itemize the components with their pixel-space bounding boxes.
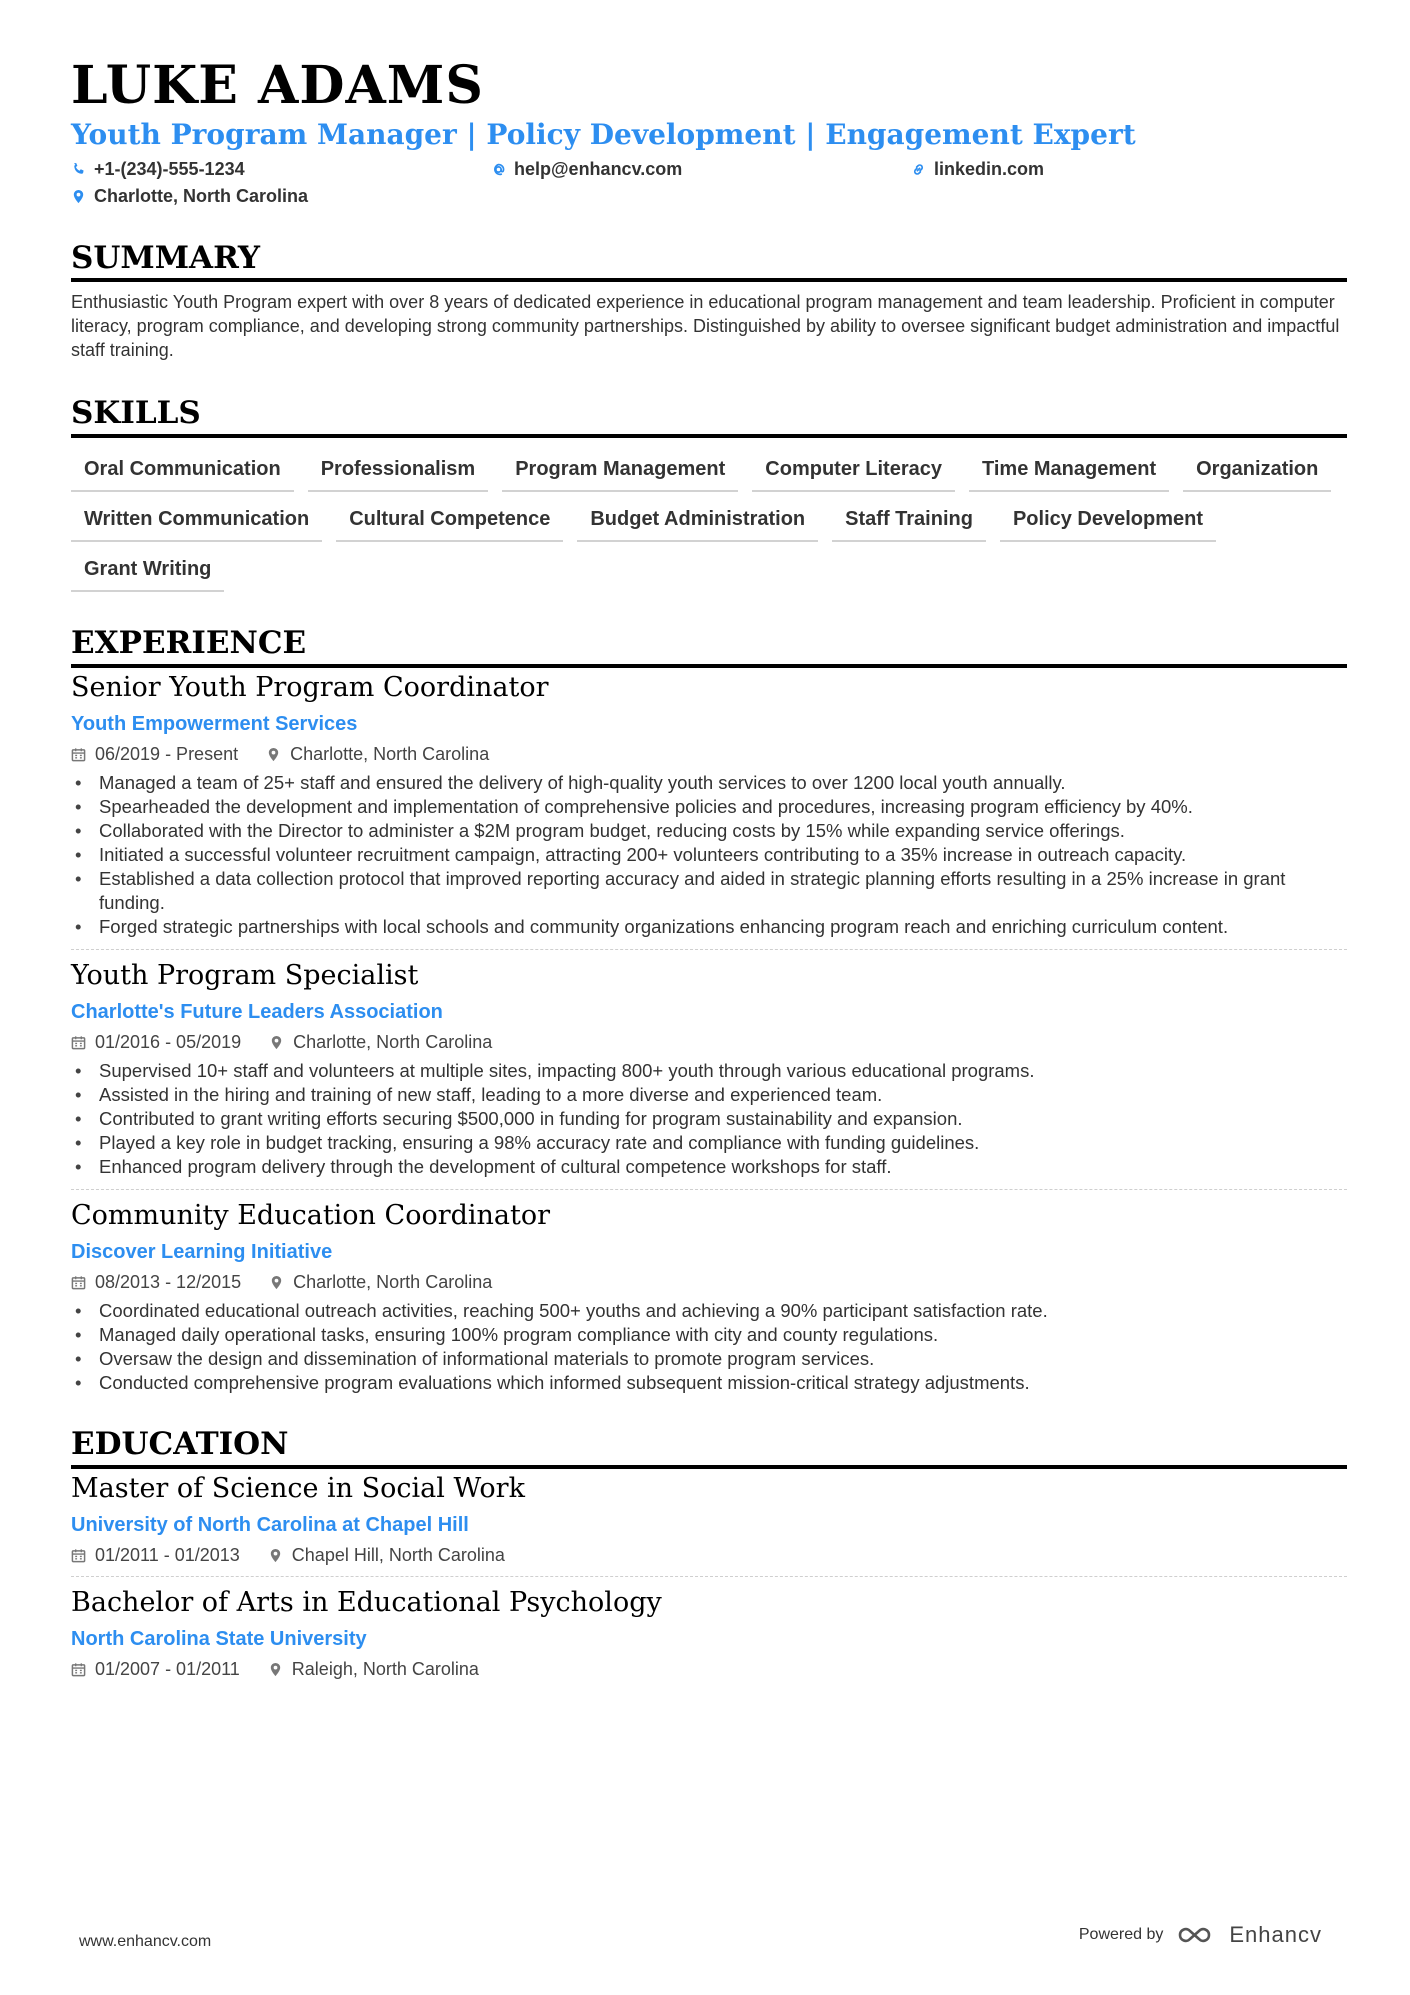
phone-text: +1-(234)-555-1234 (94, 158, 245, 179)
email-text: help@enhancv.com (514, 158, 683, 179)
calendar-icon (71, 1548, 86, 1563)
link-icon (911, 162, 926, 177)
skill-tag: Time Management (969, 448, 1169, 492)
skills-section (71, 396, 1347, 592)
skills-title: SKILLS (71, 396, 1347, 438)
bullet-item: • Supervised 10+ staff and volunteers at multiple sites, impacting 800+ youth through various educational programs. (71, 1059, 1347, 1083)
skill-tag: Professionalism (308, 448, 489, 492)
experience-section (71, 626, 1347, 1405)
job-dates (71, 1032, 241, 1053)
education-entry (71, 1576, 1347, 1690)
education-dates (71, 1545, 240, 1566)
contact-linkedin[interactable] (911, 159, 1331, 180)
education-location (268, 1659, 479, 1680)
school-name: University of North Carolina at Chapel Hill (71, 1513, 469, 1536)
education-dates-text: 01/2011 - 01/2013 (95, 1544, 240, 1565)
location-pin-icon (71, 189, 86, 204)
job-dates-text: 08/2013 - 12/2015 (95, 1271, 242, 1292)
bullet-item: • Contributed to grant writing efforts securing $500,000 in funding for program sustainability and expansion. (71, 1107, 1347, 1131)
summary-text: Enthusiastic Youth Program expert with over 8 years of dedicated experience in educational program management and team leadership. Proficient in computer literacy, program compliance, and developing strong community partnerships. Distinguished by ability to oversee significant budget administration and impactful staff training. (71, 292, 1340, 361)
job-title: Senior Youth Program Coordinator (71, 671, 549, 703)
bullet-item: • Collaborated with the Director to administer a $2M program budget, reducing costs by 15% while expanding service offerings. (71, 819, 1347, 843)
skill-tag: Organization (1183, 448, 1331, 492)
job-bullets (71, 771, 1347, 939)
job-location (269, 1032, 492, 1053)
education-location-text: Raleigh, North Carolina (291, 1658, 479, 1679)
skill-tag: Budget Administration (577, 498, 818, 542)
job-meta (71, 1272, 1347, 1293)
skill-tag: Policy Development (1000, 498, 1216, 542)
location-pin-icon (268, 1662, 283, 1677)
education-meta (71, 1545, 1347, 1566)
contact-location (71, 186, 491, 207)
degree-title: Master of Science in Social Work (71, 1472, 525, 1504)
education-dates-text: 01/2007 - 01/2011 (95, 1658, 240, 1679)
skill-tag: Staff Training (832, 498, 986, 542)
skill-tag: Oral Communication (71, 448, 294, 492)
job-dates-text: 01/2016 - 05/2019 (95, 1031, 242, 1052)
summary-title: SUMMARY (71, 241, 1347, 283)
experience-title: EXPERIENCE (71, 626, 1347, 668)
experience-entry (71, 949, 1347, 1189)
bullet-item: • Managed a team of 25+ staff and ensured the delivery of high-quality youth services to over 1200 local youth annually. (71, 771, 1347, 795)
job-title: Community Education Coordinator (71, 1199, 551, 1231)
resume-header (71, 55, 1347, 207)
bullet-item: • Oversaw the design and dissemination of informational materials to promote program services. (71, 1347, 1347, 1371)
skill-tag: Written Communication (71, 498, 322, 542)
calendar-icon (71, 1275, 86, 1290)
education-meta (71, 1659, 1347, 1680)
location-pin-icon (268, 1548, 283, 1563)
location-text: Charlotte, North Carolina (94, 185, 309, 206)
education-location-text: Chapel Hill, North Carolina (291, 1544, 505, 1565)
bullet-item: • Assisted in the hiring and training of new staff, leading to a more diverse and experienced team. (71, 1083, 1347, 1107)
footer-website[interactable]: www.enhancv.com (79, 1933, 212, 1950)
skill-tag: Grant Writing (71, 548, 224, 592)
job-dates (71, 1272, 241, 1293)
bullet-item: • Coordinated educational outreach activities, reaching 500+ youths and achieving a 90% participant satisfaction rate. (71, 1299, 1347, 1323)
education-title: EDUCATION (71, 1427, 1347, 1469)
brand-name: Enhancv (1229, 1922, 1322, 1947)
calendar-icon (71, 1035, 86, 1050)
location-pin-icon (269, 1035, 284, 1050)
education-location (268, 1545, 505, 1566)
job-bullets (71, 1299, 1347, 1395)
company-name: Charlotte's Future Leaders Association (71, 1000, 443, 1023)
company-name: Youth Empowerment Services (71, 712, 358, 735)
footer-branding (1079, 1922, 1322, 1948)
skill-tag: Computer Literacy (752, 448, 955, 492)
job-meta (71, 744, 1347, 765)
bullet-item: • Managed daily operational tasks, ensuring 100% program compliance with city and county regulations. (71, 1323, 1347, 1347)
contact-list (71, 159, 1347, 207)
location-pin-icon (269, 1275, 284, 1290)
candidate-headline: Youth Program Manager | Policy Development | Engagement Expert (71, 118, 1136, 151)
contact-email[interactable] (491, 159, 911, 180)
education-section (71, 1427, 1347, 1690)
calendar-icon (71, 747, 86, 762)
summary-section (71, 241, 1347, 363)
bullet-item: • Spearheaded the development and implementation of comprehensive policies and procedures, increasing program efficiency by 40%. (71, 795, 1347, 819)
bullet-item: • Played a key role in budget tracking, ensuring a 98% accuracy rate and compliance with funding guidelines. (71, 1131, 1347, 1155)
experience-entry (71, 1189, 1347, 1405)
bullet-item: • Initiated a successful volunteer recruitment campaign, attracting 200+ volunteers contributing to a 35% increase in outreach capacity. (71, 843, 1347, 867)
at-icon (491, 162, 506, 177)
bullet-item: • Forged strategic partnerships with local schools and community organizations enhancing program reach and enriching curriculum content. (71, 915, 1347, 939)
experience-entry (71, 668, 1347, 949)
candidate-name: LUKE ADAMS (71, 55, 484, 116)
skill-tag: Cultural Competence (336, 498, 563, 542)
job-meta (71, 1032, 1347, 1053)
job-dates-text: 06/2019 - Present (95, 743, 239, 764)
job-location (266, 744, 489, 765)
education-entry (71, 1469, 1347, 1576)
job-location-text: Charlotte, North Carolina (293, 1271, 493, 1292)
job-location (269, 1272, 492, 1293)
location-pin-icon (266, 747, 281, 762)
degree-title: Bachelor of Arts in Educational Psychology (71, 1586, 662, 1618)
job-title: Youth Program Specialist (71, 959, 419, 991)
company-name: Discover Learning Initiative (71, 1240, 333, 1263)
bullet-item: • Enhanced program delivery through the development of cultural competence workshops for staff. (71, 1155, 1347, 1179)
job-location-text: Charlotte, North Carolina (290, 743, 490, 764)
education-dates (71, 1659, 240, 1680)
school-name: North Carolina State University (71, 1627, 367, 1650)
skills-list (71, 448, 1347, 592)
skill-tag: Program Management (502, 448, 738, 492)
job-bullets (71, 1059, 1347, 1179)
calendar-icon (71, 1662, 86, 1677)
brand-logo[interactable] (1177, 1922, 1322, 1948)
job-dates (71, 744, 238, 765)
bullet-item: • Established a data collection protocol that improved reporting accuracy and aided in strategic planning efforts resulting in a 25% increase in grant funding. (71, 867, 1347, 915)
enhancv-logo-icon (1177, 1923, 1221, 1947)
linkedin-text: linkedin.com (934, 158, 1045, 179)
resume-page (71, 55, 1347, 1690)
powered-by-label: Powered by (1078, 1926, 1164, 1943)
bullet-item: • Conducted comprehensive program evaluations which informed subsequent mission-critical strategy adjustments. (71, 1371, 1347, 1395)
contact-phone[interactable] (71, 159, 491, 180)
job-location-text: Charlotte, North Carolina (293, 1031, 493, 1052)
phone-icon (71, 162, 86, 177)
